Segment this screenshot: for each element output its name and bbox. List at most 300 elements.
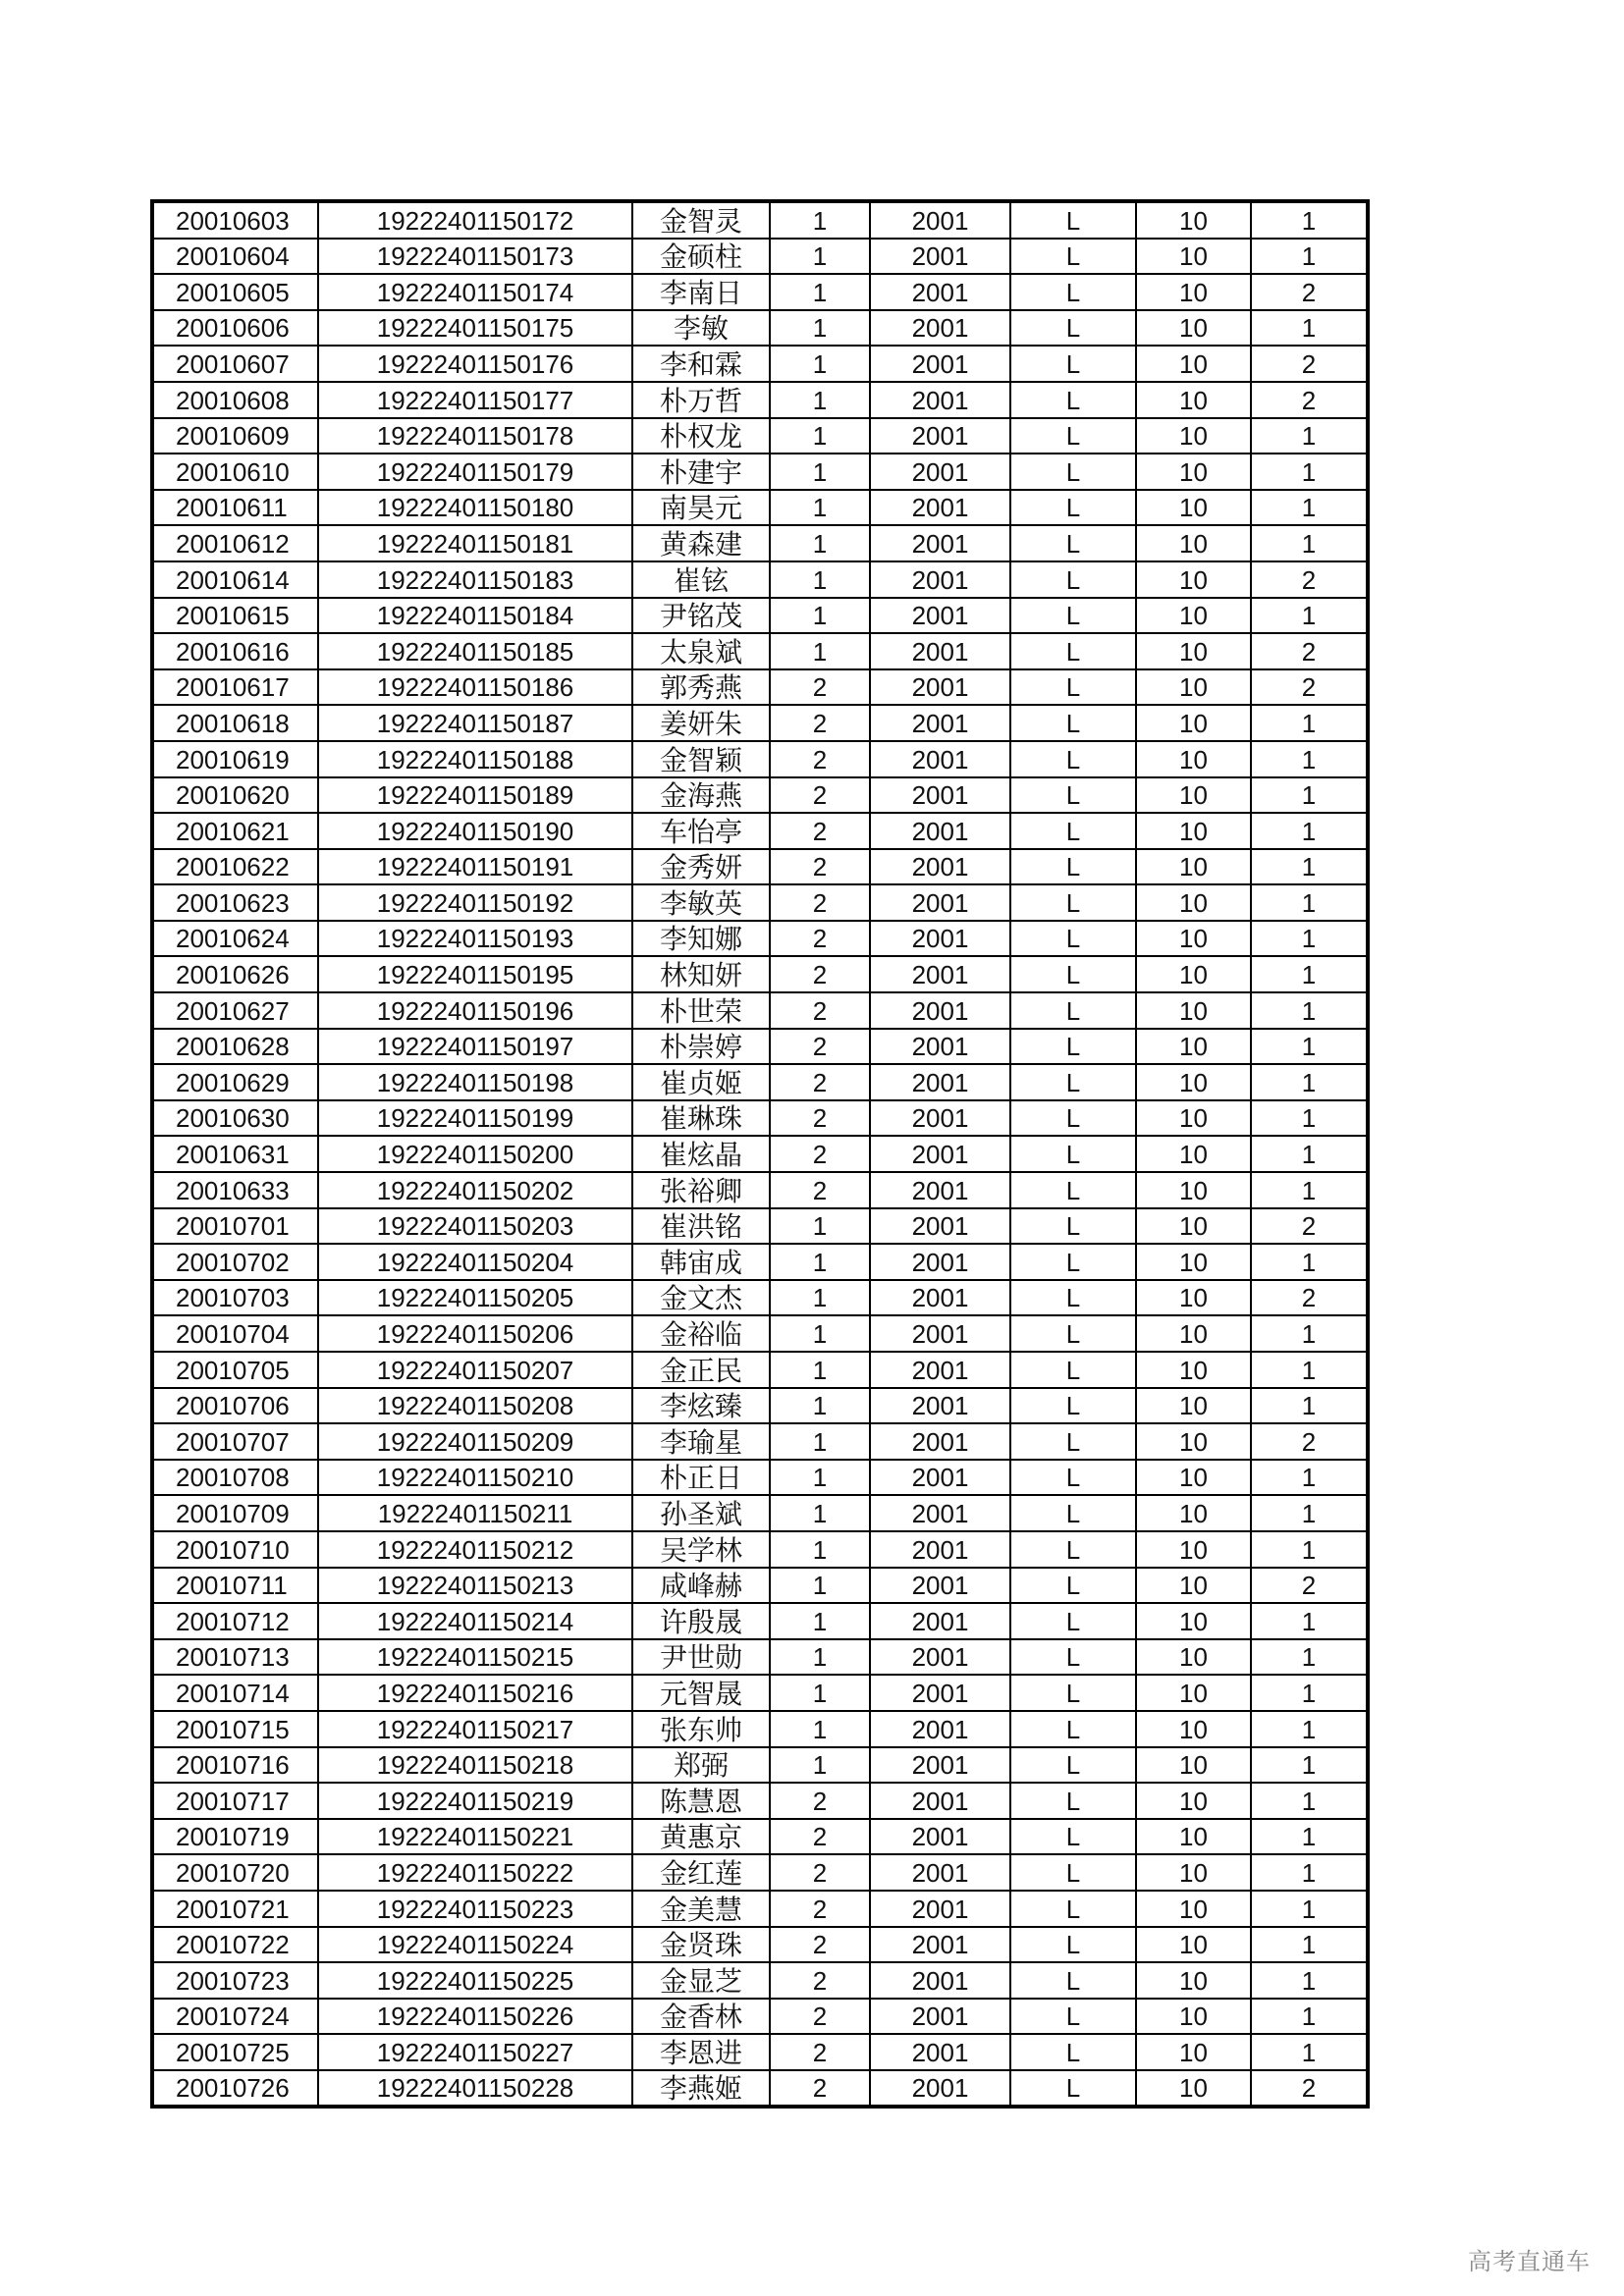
table-row <box>152 598 1368 634</box>
student-name-cell: 陈慧恩 <box>632 1783 770 1819</box>
gender-cell: 1 <box>770 1495 870 1531</box>
exam-number-cell: 20010719 <box>152 1819 318 1855</box>
registration-id-cell: 19222401150219 <box>318 1783 632 1819</box>
registration-id-cell: 19222401150200 <box>318 1136 632 1172</box>
gender-cell: 1 <box>770 1315 870 1352</box>
code-cell: 2001 <box>870 598 1010 634</box>
student-name-cell: 南昊元 <box>632 490 770 526</box>
exam-number-cell: 20010717 <box>152 1783 318 1819</box>
registration-id-cell: 19222401150210 <box>318 1460 632 1496</box>
student-name-cell: 朴建宇 <box>632 454 770 490</box>
table-row <box>152 2034 1368 2070</box>
grade-cell: 10 <box>1136 1639 1251 1676</box>
grade-cell: 10 <box>1136 1352 1251 1388</box>
code-cell: 2001 <box>870 1568 1010 1604</box>
registration-id-cell: 19222401150226 <box>318 1999 632 2035</box>
gender-cell: 1 <box>770 454 870 490</box>
category-cell: 1 <box>1251 1531 1368 1568</box>
category-cell: 1 <box>1251 1029 1368 1065</box>
exam-number-cell: 20010607 <box>152 346 318 382</box>
grade-cell: 10 <box>1136 1747 1251 1784</box>
category-cell: 1 <box>1251 1315 1368 1352</box>
category-cell: 2 <box>1251 346 1368 382</box>
exam-number-cell: 20010726 <box>152 2070 318 2108</box>
gender-cell: 2 <box>770 1927 870 1963</box>
category-cell: 1 <box>1251 1136 1368 1172</box>
code-cell: 2001 <box>870 1819 1010 1855</box>
code-cell: 2001 <box>870 1675 1010 1711</box>
exam-number-cell: 20010614 <box>152 561 318 598</box>
grade-cell: 10 <box>1136 2070 1251 2108</box>
type-cell: L <box>1010 598 1136 634</box>
student-name-cell: 崔铉 <box>632 561 770 598</box>
table-row <box>152 1531 1368 1568</box>
table-row <box>152 310 1368 347</box>
student-name-cell: 李南日 <box>632 274 770 310</box>
registration-id-cell: 19222401150192 <box>318 884 632 921</box>
table-row <box>152 454 1368 490</box>
student-name-cell: 李燕姬 <box>632 2070 770 2108</box>
exam-number-cell: 20010624 <box>152 921 318 957</box>
table-row <box>152 1962 1368 1999</box>
registration-id-cell: 19222401150179 <box>318 454 632 490</box>
table-row <box>152 1280 1368 1316</box>
type-cell: L <box>1010 1244 1136 1280</box>
table-row <box>152 1244 1368 1280</box>
category-cell: 1 <box>1251 1352 1368 1388</box>
type-cell: L <box>1010 1639 1136 1676</box>
student-name-cell: 金香林 <box>632 1999 770 2035</box>
grade-cell: 10 <box>1136 1388 1251 1424</box>
table-row <box>152 418 1368 454</box>
table-row <box>152 1711 1368 1747</box>
type-cell: L <box>1010 1927 1136 1963</box>
grade-cell: 10 <box>1136 1927 1251 1963</box>
registration-id-cell: 19222401150224 <box>318 1927 632 1963</box>
gender-cell: 2 <box>770 705 870 741</box>
exam-number-cell: 20010715 <box>152 1711 318 1747</box>
category-cell: 2 <box>1251 561 1368 598</box>
table-row <box>152 921 1368 957</box>
code-cell: 2001 <box>870 201 1010 239</box>
code-cell: 2001 <box>870 310 1010 347</box>
type-cell: L <box>1010 2034 1136 2070</box>
type-cell: L <box>1010 1999 1136 2035</box>
type-cell: L <box>1010 1315 1136 1352</box>
exam-number-cell: 20010711 <box>152 1568 318 1604</box>
registration-id-cell: 19222401150174 <box>318 274 632 310</box>
registration-id-cell: 19222401150222 <box>318 1854 632 1891</box>
table-row <box>152 1568 1368 1604</box>
registration-id-cell: 19222401150190 <box>318 813 632 849</box>
table-row <box>152 201 1368 239</box>
type-cell: L <box>1010 382 1136 418</box>
type-cell: L <box>1010 525 1136 561</box>
code-cell: 2001 <box>870 1927 1010 1963</box>
grade-cell: 10 <box>1136 921 1251 957</box>
exam-number-cell: 20010712 <box>152 1603 318 1639</box>
grade-cell: 10 <box>1136 1854 1251 1891</box>
type-cell: L <box>1010 1783 1136 1819</box>
table-row <box>152 1136 1368 1172</box>
gender-cell: 2 <box>770 1064 870 1100</box>
category-cell: 1 <box>1251 741 1368 777</box>
grade-cell: 10 <box>1136 2034 1251 2070</box>
table-row <box>152 2070 1368 2108</box>
registration-id-cell: 19222401150193 <box>318 921 632 957</box>
code-cell: 2001 <box>870 1891 1010 1927</box>
gender-cell: 2 <box>770 1029 870 1065</box>
type-cell: L <box>1010 992 1136 1029</box>
gender-cell: 1 <box>770 1352 870 1388</box>
student-name-cell: 崔洪铭 <box>632 1208 770 1245</box>
type-cell: L <box>1010 1675 1136 1711</box>
gender-cell: 1 <box>770 561 870 598</box>
registration-id-cell: 19222401150211 <box>318 1495 632 1531</box>
gender-cell: 1 <box>770 1639 870 1676</box>
code-cell: 2001 <box>870 1639 1010 1676</box>
category-cell: 1 <box>1251 1783 1368 1819</box>
exam-number-cell: 20010725 <box>152 2034 318 2070</box>
gender-cell: 1 <box>770 310 870 347</box>
gender-cell: 1 <box>770 1280 870 1316</box>
exam-number-cell: 20010623 <box>152 884 318 921</box>
table-row <box>152 1315 1368 1352</box>
exam-number-cell: 20010626 <box>152 956 318 992</box>
table-row <box>152 633 1368 669</box>
gender-cell: 1 <box>770 1244 870 1280</box>
grade-cell: 10 <box>1136 561 1251 598</box>
code-cell: 2001 <box>870 1100 1010 1137</box>
exam-number-cell: 20010714 <box>152 1675 318 1711</box>
type-cell: L <box>1010 2070 1136 2108</box>
gender-cell: 2 <box>770 1891 870 1927</box>
gender-cell: 1 <box>770 490 870 526</box>
grade-cell: 10 <box>1136 382 1251 418</box>
gender-cell: 1 <box>770 1388 870 1424</box>
grade-cell: 10 <box>1136 1100 1251 1137</box>
code-cell: 2001 <box>870 884 1010 921</box>
registration-id-cell: 19222401150178 <box>318 418 632 454</box>
table-row <box>152 346 1368 382</box>
registration-id-cell: 19222401150228 <box>318 2070 632 2108</box>
exam-number-cell: 20010603 <box>152 201 318 239</box>
student-name-cell: 元智晟 <box>632 1675 770 1711</box>
exam-number-cell: 20010609 <box>152 418 318 454</box>
registration-id-cell: 19222401150216 <box>318 1675 632 1711</box>
category-cell: 1 <box>1251 1100 1368 1137</box>
exam-number-cell: 20010707 <box>152 1423 318 1460</box>
type-cell: L <box>1010 921 1136 957</box>
registration-id-cell: 19222401150199 <box>318 1100 632 1137</box>
category-cell: 1 <box>1251 1603 1368 1639</box>
exam-number-cell: 20010724 <box>152 1999 318 2035</box>
student-name-cell: 朴正日 <box>632 1460 770 1496</box>
registration-id-cell: 19222401150215 <box>318 1639 632 1676</box>
grade-cell: 10 <box>1136 1136 1251 1172</box>
category-cell: 1 <box>1251 1711 1368 1747</box>
exam-number-cell: 20010723 <box>152 1962 318 1999</box>
gender-cell: 1 <box>770 598 870 634</box>
table-row <box>152 849 1368 885</box>
gender-cell: 2 <box>770 1819 870 1855</box>
type-cell: L <box>1010 884 1136 921</box>
student-name-cell: 许殷晟 <box>632 1603 770 1639</box>
table-row <box>152 1029 1368 1065</box>
exam-number-cell: 20010705 <box>152 1352 318 1388</box>
grade-cell: 10 <box>1136 1244 1251 1280</box>
exam-number-cell: 20010606 <box>152 310 318 347</box>
grade-cell: 10 <box>1136 705 1251 741</box>
exam-number-cell: 20010611 <box>152 490 318 526</box>
code-cell: 2001 <box>870 274 1010 310</box>
registration-id-cell: 19222401150203 <box>318 1208 632 1245</box>
gender-cell: 1 <box>770 1603 870 1639</box>
exam-number-cell: 20010616 <box>152 633 318 669</box>
category-cell: 1 <box>1251 1962 1368 1999</box>
exam-number-cell: 20010630 <box>152 1100 318 1137</box>
type-cell: L <box>1010 1568 1136 1604</box>
type-cell: L <box>1010 490 1136 526</box>
student-name-cell: 姜妍朱 <box>632 705 770 741</box>
registration-id-cell: 19222401150227 <box>318 2034 632 2070</box>
code-cell: 2001 <box>870 490 1010 526</box>
category-cell: 1 <box>1251 1819 1368 1855</box>
code-cell: 2001 <box>870 741 1010 777</box>
table-row <box>152 1783 1368 1819</box>
grade-cell: 10 <box>1136 741 1251 777</box>
grade-cell: 10 <box>1136 525 1251 561</box>
gender-cell: 2 <box>770 777 870 814</box>
code-cell: 2001 <box>870 1029 1010 1065</box>
category-cell: 1 <box>1251 813 1368 849</box>
code-cell: 2001 <box>870 382 1010 418</box>
category-cell: 1 <box>1251 201 1368 239</box>
grade-cell: 10 <box>1136 1495 1251 1531</box>
table-row <box>152 561 1368 598</box>
table-row <box>152 1747 1368 1784</box>
table-row <box>152 1352 1368 1388</box>
category-cell: 1 <box>1251 849 1368 885</box>
code-cell: 2001 <box>870 705 1010 741</box>
gender-cell: 2 <box>770 884 870 921</box>
code-cell: 2001 <box>870 849 1010 885</box>
code-cell: 2001 <box>870 1172 1010 1208</box>
student-name-cell: 李知娜 <box>632 921 770 957</box>
student-name-cell: 林知妍 <box>632 956 770 992</box>
type-cell: L <box>1010 813 1136 849</box>
category-cell: 2 <box>1251 633 1368 669</box>
gender-cell: 2 <box>770 741 870 777</box>
exam-number-cell: 20010629 <box>152 1064 318 1100</box>
category-cell: 1 <box>1251 884 1368 921</box>
grade-cell: 10 <box>1136 239 1251 275</box>
student-name-cell: 金美慧 <box>632 1891 770 1927</box>
grade-cell: 10 <box>1136 346 1251 382</box>
table-row <box>152 490 1368 526</box>
exam-number-cell: 20010710 <box>152 1531 318 1568</box>
code-cell: 2001 <box>870 1064 1010 1100</box>
code-cell: 2001 <box>870 1962 1010 1999</box>
type-cell: L <box>1010 1460 1136 1496</box>
type-cell: L <box>1010 1531 1136 1568</box>
category-cell: 1 <box>1251 1999 1368 2035</box>
gender-cell: 1 <box>770 201 870 239</box>
code-cell: 2001 <box>870 454 1010 490</box>
grade-cell: 10 <box>1136 1603 1251 1639</box>
table-row <box>152 777 1368 814</box>
type-cell: L <box>1010 346 1136 382</box>
exam-number-cell: 20010704 <box>152 1315 318 1352</box>
grade-cell: 10 <box>1136 454 1251 490</box>
registration-id-cell: 19222401150214 <box>318 1603 632 1639</box>
student-name-cell: 郭秀燕 <box>632 669 770 706</box>
grade-cell: 10 <box>1136 418 1251 454</box>
table-row <box>152 239 1368 275</box>
code-cell: 2001 <box>870 2034 1010 2070</box>
code-cell: 2001 <box>870 1460 1010 1496</box>
exam-number-cell: 20010610 <box>152 454 318 490</box>
student-name-cell: 金显芝 <box>632 1962 770 1999</box>
exam-number-cell: 20010620 <box>152 777 318 814</box>
exam-number-cell: 20010720 <box>152 1854 318 1891</box>
code-cell: 2001 <box>870 1999 1010 2035</box>
code-cell: 2001 <box>870 1854 1010 1891</box>
student-name-cell: 李恩进 <box>632 2034 770 2070</box>
table-row <box>152 1495 1368 1531</box>
code-cell: 2001 <box>870 239 1010 275</box>
type-cell: L <box>1010 705 1136 741</box>
type-cell: L <box>1010 1208 1136 1245</box>
gender-cell: 1 <box>770 346 870 382</box>
gender-cell: 2 <box>770 849 870 885</box>
category-cell: 1 <box>1251 1064 1368 1100</box>
exam-number-cell: 20010617 <box>152 669 318 706</box>
category-cell: 1 <box>1251 1244 1368 1280</box>
grade-cell: 10 <box>1136 777 1251 814</box>
registration-id-cell: 19222401150183 <box>318 561 632 598</box>
exam-number-cell: 20010713 <box>152 1639 318 1676</box>
grade-cell: 10 <box>1136 274 1251 310</box>
table-row <box>152 382 1368 418</box>
student-name-cell: 咸峰赫 <box>632 1568 770 1604</box>
grade-cell: 10 <box>1136 1962 1251 1999</box>
category-cell: 1 <box>1251 921 1368 957</box>
watermark-text: 高考直通车 <box>1468 2248 1591 2275</box>
table-row <box>152 1819 1368 1855</box>
type-cell: L <box>1010 1280 1136 1316</box>
table-row <box>152 1388 1368 1424</box>
exam-number-cell: 20010618 <box>152 705 318 741</box>
exam-number-cell: 20010708 <box>152 1460 318 1496</box>
table-row <box>152 741 1368 777</box>
gender-cell: 2 <box>770 956 870 992</box>
registration-id-cell: 19222401150202 <box>318 1172 632 1208</box>
type-cell: L <box>1010 274 1136 310</box>
category-cell: 2 <box>1251 669 1368 706</box>
category-cell: 1 <box>1251 1891 1368 1927</box>
student-name-cell: 朴万哲 <box>632 382 770 418</box>
grade-cell: 10 <box>1136 1172 1251 1208</box>
registration-id-cell: 19222401150208 <box>318 1388 632 1424</box>
exam-number-cell: 20010703 <box>152 1280 318 1316</box>
table-row <box>152 1854 1368 1891</box>
grade-cell: 10 <box>1136 992 1251 1029</box>
gender-cell: 1 <box>770 1460 870 1496</box>
type-cell: L <box>1010 1388 1136 1424</box>
code-cell: 2001 <box>870 561 1010 598</box>
type-cell: L <box>1010 1854 1136 1891</box>
grade-cell: 10 <box>1136 956 1251 992</box>
code-cell: 2001 <box>870 1315 1010 1352</box>
gender-cell: 2 <box>770 813 870 849</box>
grade-cell: 10 <box>1136 1064 1251 1100</box>
category-cell: 2 <box>1251 382 1368 418</box>
type-cell: L <box>1010 1100 1136 1137</box>
grade-cell: 10 <box>1136 598 1251 634</box>
student-name-cell: 金智颖 <box>632 741 770 777</box>
type-cell: L <box>1010 239 1136 275</box>
code-cell: 2001 <box>870 1208 1010 1245</box>
type-cell: L <box>1010 849 1136 885</box>
table-row <box>152 705 1368 741</box>
code-cell: 2001 <box>870 777 1010 814</box>
type-cell: L <box>1010 669 1136 706</box>
gender-cell: 1 <box>770 1675 870 1711</box>
student-name-cell: 李炫臻 <box>632 1388 770 1424</box>
grade-cell: 10 <box>1136 310 1251 347</box>
category-cell: 1 <box>1251 1747 1368 1784</box>
code-cell: 2001 <box>870 1783 1010 1819</box>
exam-number-cell: 20010628 <box>152 1029 318 1065</box>
category-cell: 1 <box>1251 598 1368 634</box>
student-name-cell: 李瑜星 <box>632 1423 770 1460</box>
gender-cell: 2 <box>770 992 870 1029</box>
grade-cell: 10 <box>1136 1029 1251 1065</box>
student-name-cell: 朴世荣 <box>632 992 770 1029</box>
gender-cell: 2 <box>770 1962 870 1999</box>
student-name-cell: 崔贞姬 <box>632 1064 770 1100</box>
code-cell: 2001 <box>870 1244 1010 1280</box>
gender-cell: 2 <box>770 669 870 706</box>
table-row <box>152 1927 1368 1963</box>
exam-number-cell: 20010631 <box>152 1136 318 1172</box>
code-cell: 2001 <box>870 669 1010 706</box>
grade-cell: 10 <box>1136 813 1251 849</box>
category-cell: 1 <box>1251 1927 1368 1963</box>
type-cell: L <box>1010 310 1136 347</box>
registration-id-cell: 19222401150187 <box>318 705 632 741</box>
student-name-cell: 郑弼 <box>632 1747 770 1784</box>
category-cell: 2 <box>1251 274 1368 310</box>
student-name-cell: 朴崇婷 <box>632 1029 770 1065</box>
code-cell: 2001 <box>870 1747 1010 1784</box>
table-row <box>152 1460 1368 1496</box>
type-cell: L <box>1010 561 1136 598</box>
category-cell: 2 <box>1251 1423 1368 1460</box>
registration-id-cell: 19222401150195 <box>318 956 632 992</box>
student-name-cell: 张裕卿 <box>632 1172 770 1208</box>
grade-cell: 10 <box>1136 1675 1251 1711</box>
gender-cell: 1 <box>770 418 870 454</box>
table-row <box>152 992 1368 1029</box>
gender-cell: 1 <box>770 1423 870 1460</box>
gender-cell: 1 <box>770 1208 870 1245</box>
type-cell: L <box>1010 1603 1136 1639</box>
type-cell: L <box>1010 741 1136 777</box>
gender-cell: 1 <box>770 274 870 310</box>
code-cell: 2001 <box>870 633 1010 669</box>
